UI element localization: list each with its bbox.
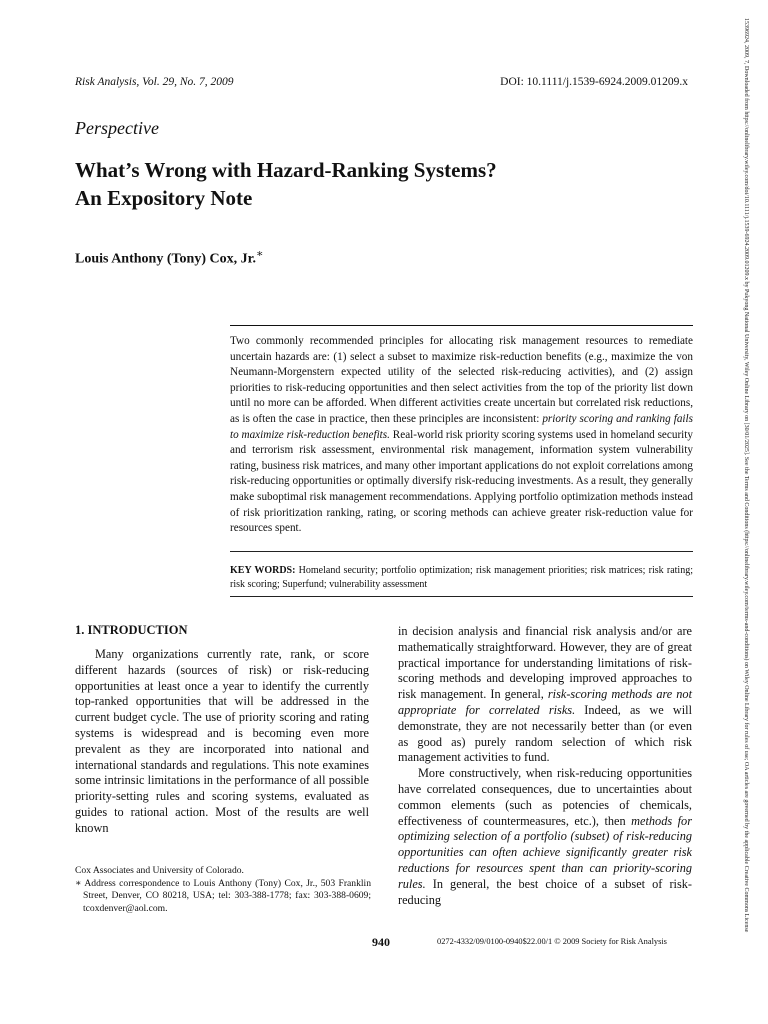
right-column	[398, 624, 692, 908]
journal-citation: Risk Analysis, Vol. 29, No. 7, 2009	[75, 76, 234, 88]
download-notice: 15396924, 2009, 7, Downloaded from https://onlinelibrary.wiley.com/doi/10.1111/j.1539-6924.2009.01209.x by Pukyong National University, Wiley Online Library on [30/01/2025]. See the Terms and Conditions (https://onlinelibrary.wiley.com/terms-and-conditions) on Wiley Online Library for rules of use; OA articles are governed by the applicable Creative Commons License	[743, 18, 749, 933]
paragraph-emphasis: methods for optimizing selection of a portfolio (subset) of risk-reducing opportunities can often achieve significantly greater risk reductions for resources spent than can priority-scoring rules.	[398, 813, 692, 891]
paragraph-text: Indeed, as we will demonstrate, they are not necessarily better than (or even as good as) purely random selection of which risk management activities to fund.	[398, 702, 692, 765]
paragraph-emphasis: risk-scoring methods are not appropriate for correlated risks.	[398, 687, 692, 717]
abstract-text-1: Two commonly recommended principles for allocating risk management resources to remediate uncertain hazards are: (1) select a subset to maximize risk-reduction benefits (e.g., maximize the von Neumann-Morgenstern expected utility of the selected risk-reducing activities), and (2) assign priorities to risk-reducing opportunities and then select activities from the top of the priority list down until no more can be afforded. When different activities create uncertain but correlated risk reductions, as is often the case in practice, then these principles are inconsistent:	[230, 335, 693, 425]
paragraph-text: More constructively, when risk-reducing opportunities have correlated consequences, due to uncertainties about common elements (such as potencies of chemicals, effectiveness of countermeasures, etc.), then	[398, 766, 692, 828]
footnote-affiliation: Cox Associates and University of Colorado.	[75, 865, 244, 876]
title-line-1: What’s Wrong with Hazard-Ranking Systems?	[75, 158, 497, 182]
footnotes	[75, 865, 371, 915]
article-title	[75, 156, 695, 212]
paragraph-text: In general, the best choice of a subset of risk-reducing	[398, 876, 692, 907]
keywords-text: Homeland security; portfolio optimization; risk management priorities; risk matrices; risk rating; risk scoring; Superfund; vulnerability assessment	[230, 565, 693, 590]
author-text: Louis Anthony (Tony) Cox, Jr.	[75, 251, 257, 267]
title-line-2: An Expository Note	[75, 186, 253, 210]
abstract-bottom-rule	[230, 551, 693, 552]
intro-paragraph-continued	[398, 624, 692, 766]
section-kind: Perspective	[75, 118, 159, 138]
doi[interactable]: DOI: 10.1111/j.1539-6924.2009.01209.x	[500, 76, 688, 88]
paragraph-text: in decision analysis and financial risk analysis and/or are mathematically straightforward. However, they are of great practical importance for understanding limitations of risk-scoring methods and developing improved approaches to risk management. In general,	[398, 624, 692, 702]
section-heading-introduction: 1. INTRODUCTION	[75, 623, 188, 637]
abstract	[230, 334, 693, 537]
keywords-label: KEY WORDS:	[230, 565, 296, 576]
author-footnote-mark: ∗	[256, 248, 264, 260]
footnote-address: ∗ Address correspondence to Louis Anthony (Tony) Cox, Jr., 503 Franklin Street, Denver, CO 80218, USA; tel: 303-388-1778; fax: 303-388-0609; tcoxdenver@aol.com.	[75, 877, 371, 914]
page-number: 940	[372, 935, 390, 949]
abstract-text-2: Real-world risk priority scoring systems used in homeland security and terrorism risk assessment, environmental risk management, information system vulnerability rating, business risk matrices, and many other important applications do not exploit correlations among risk-reducing opportunities or optimally diversify risk-reducing investments. As a result, they generally make suboptimal risk management recommendations. Applying portfolio optimization methods instead of risk prioritization ranking, rating, or scoring methods can achieve greater risk-reduction value for resources spent.	[230, 428, 693, 535]
abstract-top-rule	[230, 325, 693, 326]
abstract-emphasis: priority scoring and ranking fails to maximize risk-reduction benefits.	[230, 412, 693, 441]
keywords-bottom-rule	[230, 596, 693, 597]
author-name	[75, 247, 264, 268]
copyright-line: 0272-4332/09/0100-0940$22.00/1 © 2009 Society for Risk Analysis	[437, 937, 667, 946]
left-column	[75, 647, 369, 837]
intro-paragraph-2	[398, 766, 692, 908]
keywords	[230, 564, 693, 592]
intro-paragraph-1: Many organizations currently rate, rank, or score different hazards (sources of risk) or risk-reducing opportunities at least once a year to identify the currently top-ranked opportunities that will be addressed in the current budget cycle. The use of priority scoring and rating systems is widespread and is becoming even more prevalent as they are incorporated into national and international standards and regulations. This note examines some intrinsic limitations in the performance of all possible priority-setting rules and scoring systems, evaluated as guides to rational action. Most of the results are well known	[75, 647, 369, 835]
